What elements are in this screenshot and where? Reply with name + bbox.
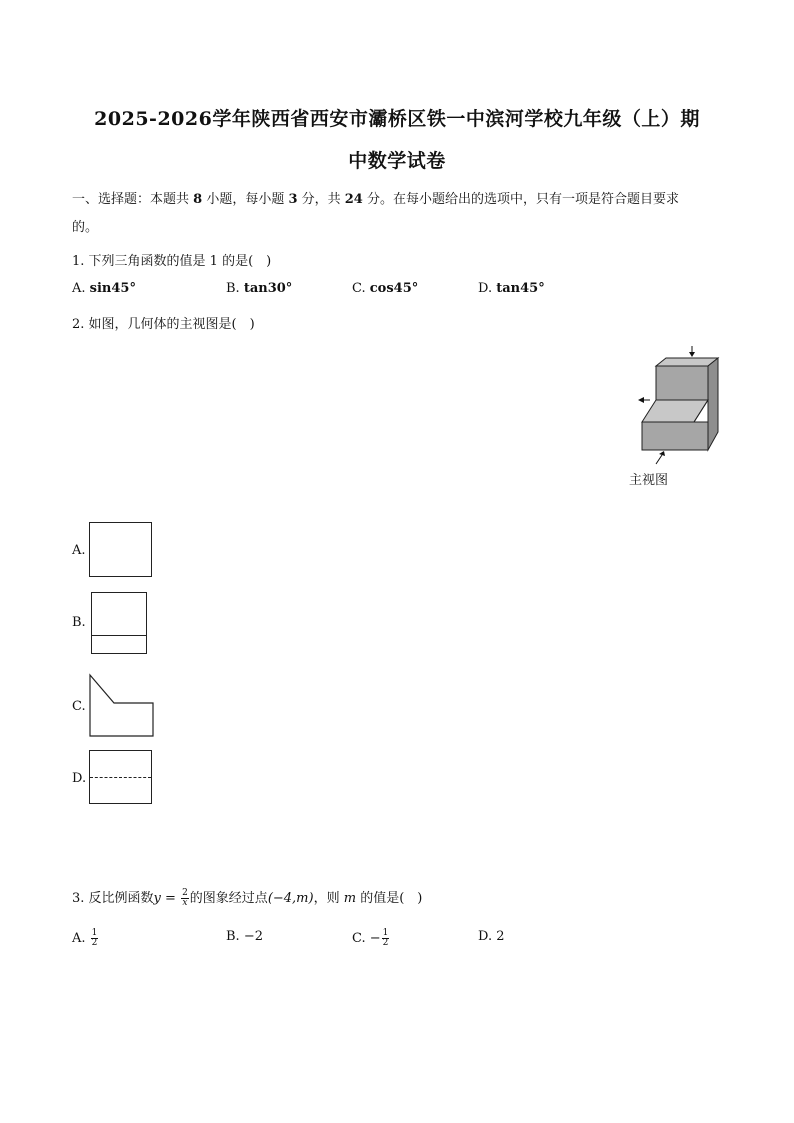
- stem-text: 的图象经过点: [189, 891, 268, 906]
- q2-option-d-label[interactable]: D.: [72, 771, 87, 786]
- option-label: D.: [478, 281, 493, 296]
- q3-option-d[interactable]: [478, 929, 505, 944]
- numerator: 2: [182, 888, 188, 898]
- q2-option-d-shape[interactable]: [89, 750, 152, 804]
- step-top-face: [642, 400, 708, 422]
- option-label: A.: [72, 931, 86, 946]
- option-label: B.: [226, 929, 240, 944]
- denominator: 2: [91, 938, 98, 948]
- q1-option-c[interactable]: [352, 281, 418, 296]
- option-label: A.: [72, 281, 86, 296]
- section-instructions: [72, 188, 679, 207]
- q3-option-b[interactable]: [226, 929, 263, 944]
- option-text: tan45°: [496, 281, 545, 296]
- q1-option-b[interactable]: [226, 281, 292, 296]
- section-text: 小题，每小题: [202, 192, 289, 207]
- question-2-stem: 2. 如图，几何体的主视图是( ): [72, 317, 255, 332]
- q2-option-a-label[interactable]: A.: [72, 543, 86, 558]
- points-total: 24: [344, 192, 363, 207]
- divider-line: [92, 635, 146, 636]
- option-label: C.: [352, 281, 366, 296]
- q2-option-c-shape[interactable]: [88, 673, 156, 739]
- arrow-head-icon: [689, 352, 695, 357]
- option-label: C.: [352, 931, 366, 946]
- points-each: 3: [288, 192, 298, 207]
- variable-m: m: [343, 891, 357, 906]
- option-text: tan30°: [243, 281, 293, 296]
- fraction: [91, 929, 99, 948]
- q1-option-d[interactable]: [478, 281, 545, 296]
- lower-front-face: [642, 422, 708, 450]
- q3-option-a[interactable]: [72, 929, 99, 948]
- minus-sign: −: [369, 931, 381, 946]
- option-text: −2: [243, 929, 263, 944]
- q2-option-c-label[interactable]: C.: [72, 699, 86, 714]
- denominator: x: [182, 898, 188, 908]
- stem-text: 3. 反比例函数: [72, 891, 154, 906]
- exam-title-line1: 2025-2026学年陕西省西安市灞桥区铁一中滨河学校九年级（上）期: [94, 108, 700, 130]
- q2-option-a-shape[interactable]: [89, 522, 152, 577]
- upper-front-face: [656, 366, 708, 400]
- section-text: 一、选择题：本题共: [72, 192, 194, 207]
- option-text: cos45°: [369, 281, 419, 296]
- denominator: 2: [382, 938, 389, 948]
- function-lhs: y =: [153, 891, 181, 906]
- section-text: 分，共: [297, 192, 345, 207]
- q3-option-c[interactable]: [352, 929, 390, 948]
- question-3-stem: [72, 887, 422, 908]
- stem-text: ，则: [313, 891, 344, 906]
- dashed-line: [90, 777, 151, 778]
- right-side-face: [708, 358, 718, 450]
- fraction: [382, 929, 390, 948]
- figure-caption: 主视图: [629, 473, 669, 488]
- solid-figure: [622, 344, 732, 468]
- option-label: D.: [478, 929, 493, 944]
- q2-option-b-label[interactable]: B.: [72, 615, 86, 630]
- question-1-stem: 1. 下列三角函数的值是 1 的是( ): [72, 254, 272, 269]
- q2-option-b-shape[interactable]: [91, 592, 147, 654]
- numerator: 1: [91, 928, 98, 938]
- option-text: 2: [496, 929, 505, 944]
- option-text: sin45°: [89, 281, 136, 296]
- section-instructions-line2: 的。: [72, 220, 99, 235]
- option-label: B.: [226, 281, 240, 296]
- question-count: 8: [193, 192, 203, 207]
- front-view-arrow: [656, 455, 662, 464]
- exam-title-line2: 中数学试卷: [348, 150, 446, 172]
- numerator: 1: [382, 928, 389, 938]
- section-text: 分。在每小题给出的选项中，只有一项是符合题目要求: [362, 192, 679, 207]
- arrow-head-icon: [638, 397, 644, 403]
- point-coordinates: (−4,m): [267, 891, 314, 906]
- q1-option-a[interactable]: [72, 281, 136, 296]
- function-fraction: [181, 889, 189, 908]
- stem-text: 的值是( ): [356, 891, 423, 906]
